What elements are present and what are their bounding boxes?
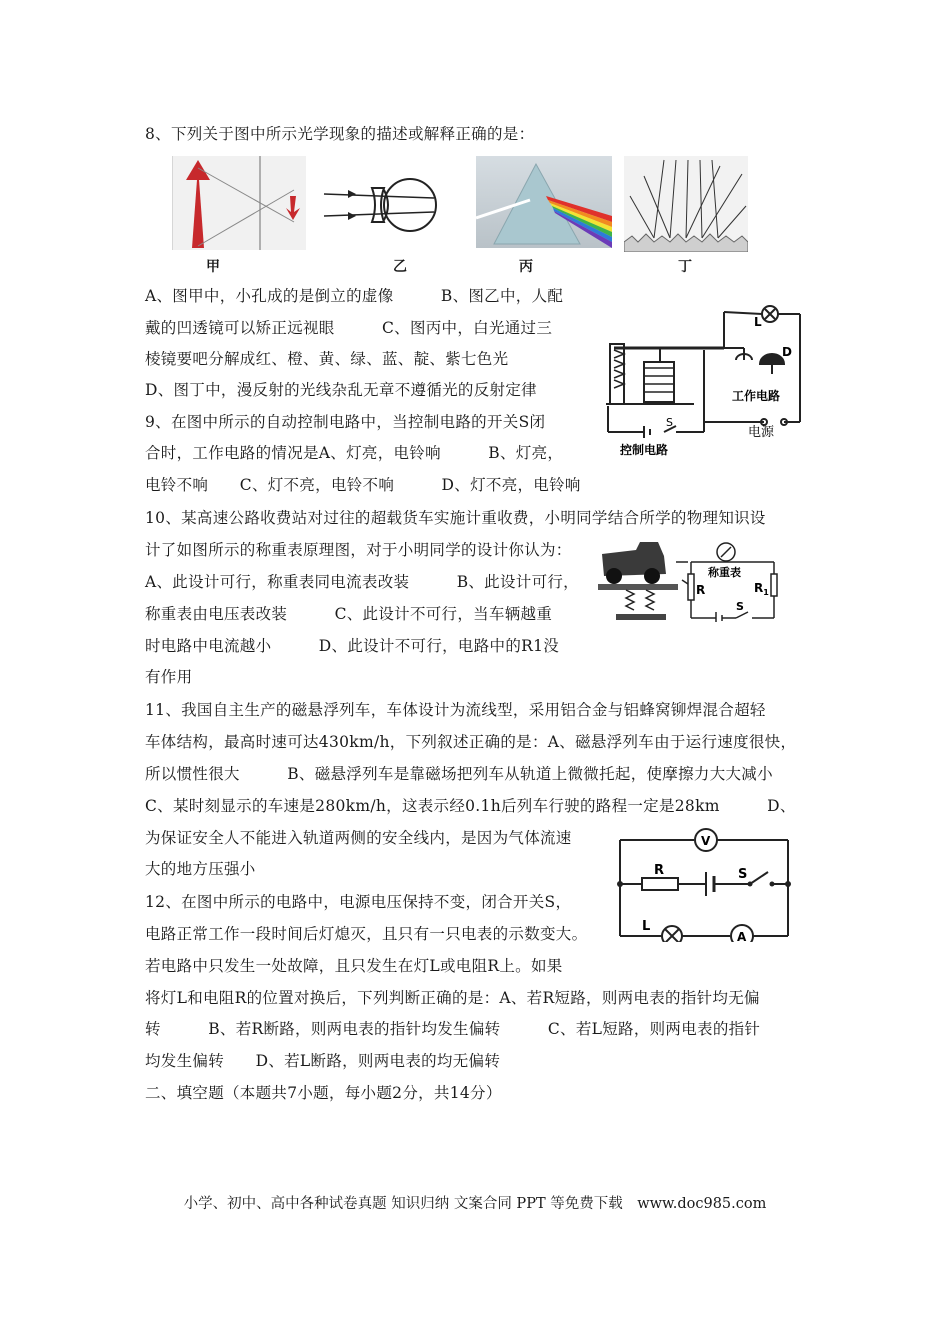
q8-line-4: D、图丁中，漫反射的光线杂乱无章不遵循光的反射定律	[145, 381, 537, 399]
q10-figure-weighing-circuit	[596, 532, 796, 622]
q9-bell	[760, 354, 784, 364]
q10-line-3: A、此设计可行，称重表同电流表改装 B、此设计可行，	[145, 573, 579, 591]
q8-line-3: 棱镜要吧分解成红、橙、黄、绿、蓝、靛、紫七色光	[145, 350, 509, 368]
q8-line-2: 戴的凹透镜可以矫正远视眼 C、图丙中，白光通过三	[145, 319, 553, 337]
q9-control-circuit-label: 控制电路	[620, 443, 669, 457]
q12-line-5: 转 B、若R断路，则两电表的指针均发生偏转 C、若L短路，则两电表的指针	[145, 1020, 761, 1038]
q9-bell-label: D	[782, 345, 792, 359]
q12-lamp	[662, 926, 682, 942]
q8-label-ding: 丁	[678, 259, 692, 275]
q9-work-circuit-label: 工作电路	[732, 389, 781, 403]
q11-line-3: 所以惯性很大 B、磁悬浮列车是靠磁场把列车从轨道上微微托起，使摩擦力大大减小	[145, 765, 773, 783]
q9-figure-relay-circuit	[604, 302, 804, 462]
q10-line-6: 有作用	[145, 668, 193, 686]
footer-text: 小学、初中、高中各种试卷真题 知识归纳 文案合同 PPT 等免费下载 www.doc985.com	[183, 1196, 767, 1212]
section-2-heading: 二、填空题（本题共7小题，每小题2分，共14分）	[145, 1084, 502, 1102]
q11-line-6: 大的地方压强小	[145, 860, 256, 878]
q12-line-6: 均发生偏转 D、若L断路，则两电表的均无偏转	[145, 1052, 501, 1070]
q10-r1-resistor	[771, 574, 777, 596]
q9-line-3: 电铃不响 C、灯不亮，电铃不响 D、灯不亮，电铃响	[145, 476, 581, 494]
q10-r1-label: $R_1$	[754, 581, 769, 597]
q8-figure-bing	[476, 156, 612, 248]
q8-figure-yi	[322, 168, 442, 242]
q10-line-4: 称重表由电压表改装 C、此设计不可行，当车辆越重	[145, 605, 553, 623]
q9-line-1: 9、在图中所示的自动控制电路中，当控制电路的开关S闭	[145, 413, 546, 431]
q8-label-jia: 甲	[206, 259, 220, 275]
q10-r-label: R	[696, 583, 706, 597]
q12-s-label: S	[738, 867, 748, 882]
q12-figure-circuit	[612, 826, 794, 942]
q12-a-label: A	[737, 930, 747, 942]
q12-line-1: 12、在图中所示的电路中，电源电压保持不变，闭合开关S，	[145, 893, 572, 911]
q8-label-bing: 丙	[519, 259, 533, 275]
q11-line-5: 为保证安全人不能进入轨道两侧的安全线内，是因为气体流速	[145, 829, 572, 847]
yi-eye	[384, 179, 436, 231]
q10-line-1: 10、某高速公路收费站对过往的超载货车实施计重收费，小明同学结合所学的物理知识设	[145, 509, 766, 527]
q8-label-yi: 乙	[393, 259, 407, 275]
q8-line-1: A、图甲中，小孔成的是倒立的虚像 B、图乙中，人配	[145, 287, 564, 305]
q12-line-2: 电路正常工作一段时间后灯熄灭，且只有一只电表的示数变大。	[145, 925, 588, 943]
q12-line-3: 若电路中只发生一处故障，且只发生在灯L或电阻R上。如果	[145, 957, 563, 975]
q11-line-2: 车体结构，最高时速可达430km/h，下列叙述正确的是：A、磁悬浮列车由于运行速度很快，	[145, 733, 797, 751]
q10-meter-label: 称重表	[708, 566, 741, 579]
q9-power-label: 电源	[748, 425, 775, 440]
q10-line-2: 计了如图所示的称重表原理图，对于小明同学的设计你认为：	[145, 541, 572, 559]
yi-concave-lens	[372, 188, 384, 222]
q9-spring	[614, 350, 624, 388]
q11-line-4: C、某时刻显示的车速是280km/h，这表示经0.1h后列车行驶的路程一定是28km D、	[145, 797, 796, 815]
q12-l-label: L	[642, 919, 651, 934]
q10-switch-label: S	[736, 600, 744, 613]
q11-line-1: 11、我国自主生产的磁悬浮列车，车体设计为流线型，采用铝合金与铝蜂窝铆焊混合超轻	[145, 701, 766, 719]
q12-line-4: 将灯L和电阻R的位置对换后，下列判断正确的是：A、若R短路，则两电表的指针均无偏	[145, 989, 760, 1007]
q12-v-label: V	[701, 834, 711, 848]
q12-resistor	[642, 878, 678, 890]
q8-stem: 8、下列关于图中所示光学现象的描述或解释正确的是：	[145, 125, 535, 143]
q9-lamp-label: L	[754, 315, 762, 329]
q10-platform	[598, 584, 678, 590]
q10-variable-resistor	[688, 574, 694, 600]
q8-figure-jia	[172, 156, 306, 250]
q9-line-2: 合时，工作电路的情况是A、灯亮，电铃响 B、灯亮，	[145, 444, 564, 462]
q9-switch-label: S	[666, 416, 673, 429]
q8-figure-ding	[624, 156, 748, 252]
q10-line-5: 时电路中电流越小 D、此设计不可行，电路中的R1没	[145, 637, 560, 655]
q12-switch	[750, 872, 768, 884]
q12-r-label: R	[654, 863, 665, 878]
